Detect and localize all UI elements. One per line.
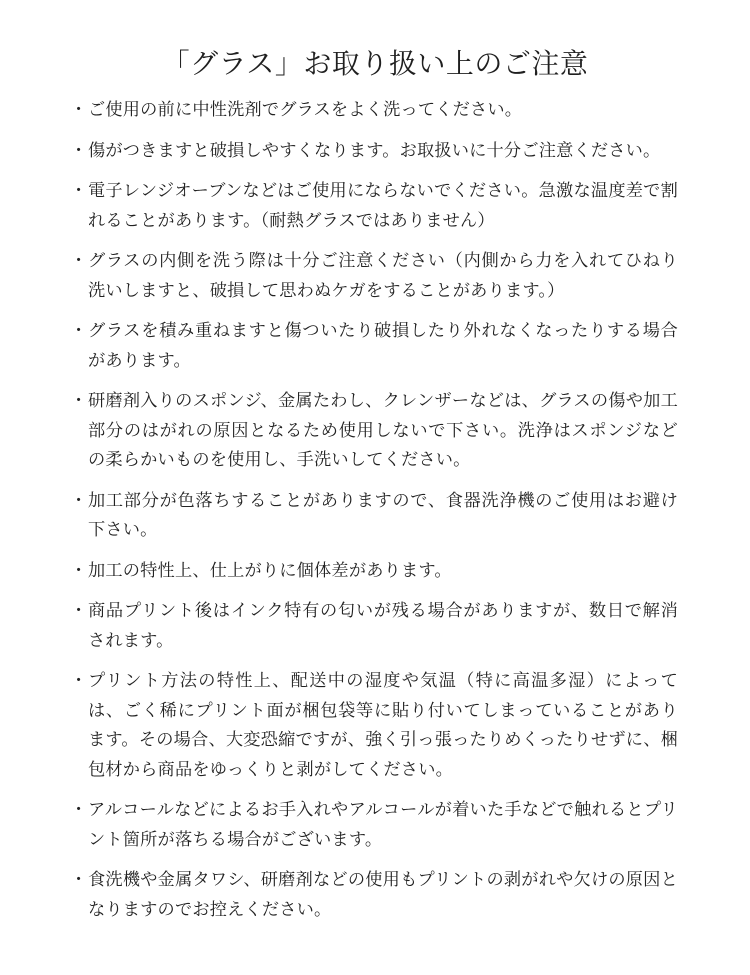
caution-item bbox=[66, 557, 678, 587]
caution-text: 加工部分が色落ちすることがありますので、食器洗浄機のご使用はお避け下さい。 bbox=[88, 490, 678, 540]
caution-item bbox=[66, 667, 678, 785]
caution-item bbox=[66, 96, 678, 126]
caution-text: 傷がつきますと破損しやすくなります。お取扱いに十分ご注意ください。 bbox=[88, 140, 661, 161]
caution-text: プリント方法の特性上、配送中の湿度や気温（特に高温多湿）によっては、ごく稀にプリント面が梱包袋等に貼り付いてしまっていることがあります。その場合、大変恐縮ですが、強く引っ張ったりめくったりせずに、梱包材から商品をゆっくりと剥がしてください。 bbox=[88, 671, 678, 780]
bullet-mark: ・ bbox=[70, 140, 88, 161]
caution-item bbox=[66, 387, 678, 476]
bullet-mark: ・ bbox=[70, 321, 88, 341]
caution-text: 加工の特性上、仕上がりに個体差があります。 bbox=[88, 560, 452, 581]
bullet-mark: ・ bbox=[70, 100, 88, 120]
bullet-mark: ・ bbox=[70, 671, 88, 691]
page-title: 「グラス」お取り扱い上のご注意 bbox=[161, 47, 589, 80]
caution-item bbox=[66, 247, 678, 306]
bullet-mark: ・ bbox=[70, 251, 88, 271]
caution-item bbox=[66, 796, 678, 855]
bullet-mark: ・ bbox=[70, 391, 88, 411]
caution-text: ご使用の前に中性洗剤でグラスをよく洗ってください。 bbox=[88, 100, 523, 120]
bullet-mark: ・ bbox=[70, 800, 88, 820]
caution-item bbox=[66, 487, 678, 546]
caution-item bbox=[66, 177, 678, 236]
bullet-mark: ・ bbox=[70, 601, 88, 621]
caution-list bbox=[0, 96, 678, 925]
caution-text: 電子レンジオーブンなどはご使用にならないでください。急激な温度差で割れることがあります。（耐熱グラスではありません） bbox=[88, 181, 678, 231]
caution-item bbox=[66, 317, 678, 376]
caution-item bbox=[66, 866, 678, 925]
caution-text: 商品プリント後はインク特有の匂いが残る場合がありますが、数日で解消されます。 bbox=[88, 601, 678, 651]
bullet-mark: ・ bbox=[70, 181, 88, 201]
caution-text: 研磨剤入りのスポンジ、金属たわし、クレンザーなどは、グラスの傷や加工部分のはがれの原因となるため使用しないで下さい。洗浄はスポンジなどの柔らかいものを使用し、手洗いしてください。 bbox=[88, 391, 678, 470]
caution-text: 食洗機や金属タワシ、研磨剤などの使用もプリントの剥がれや欠けの原因となりますのでお控えください。 bbox=[88, 870, 678, 920]
caution-item bbox=[66, 597, 678, 656]
bullet-mark: ・ bbox=[70, 870, 88, 890]
bullet-mark: ・ bbox=[70, 490, 88, 511]
caution-text: アルコールなどによるお手入れやアルコールが着いた手などで触れるとプリント箇所が落ちる場合がございます。 bbox=[88, 800, 678, 850]
caution-text: グラスを積み重ねますと傷ついたり破損したり外れなくなったりする場合があります。 bbox=[88, 321, 678, 371]
caution-item bbox=[66, 137, 678, 167]
bullet-mark: ・ bbox=[70, 560, 88, 581]
caution-text: グラスの内側を洗う際は十分ご注意ください（内側から力を入れてひねり洗いしますと、破損して思わぬケガをすることがあります。） bbox=[88, 251, 678, 301]
